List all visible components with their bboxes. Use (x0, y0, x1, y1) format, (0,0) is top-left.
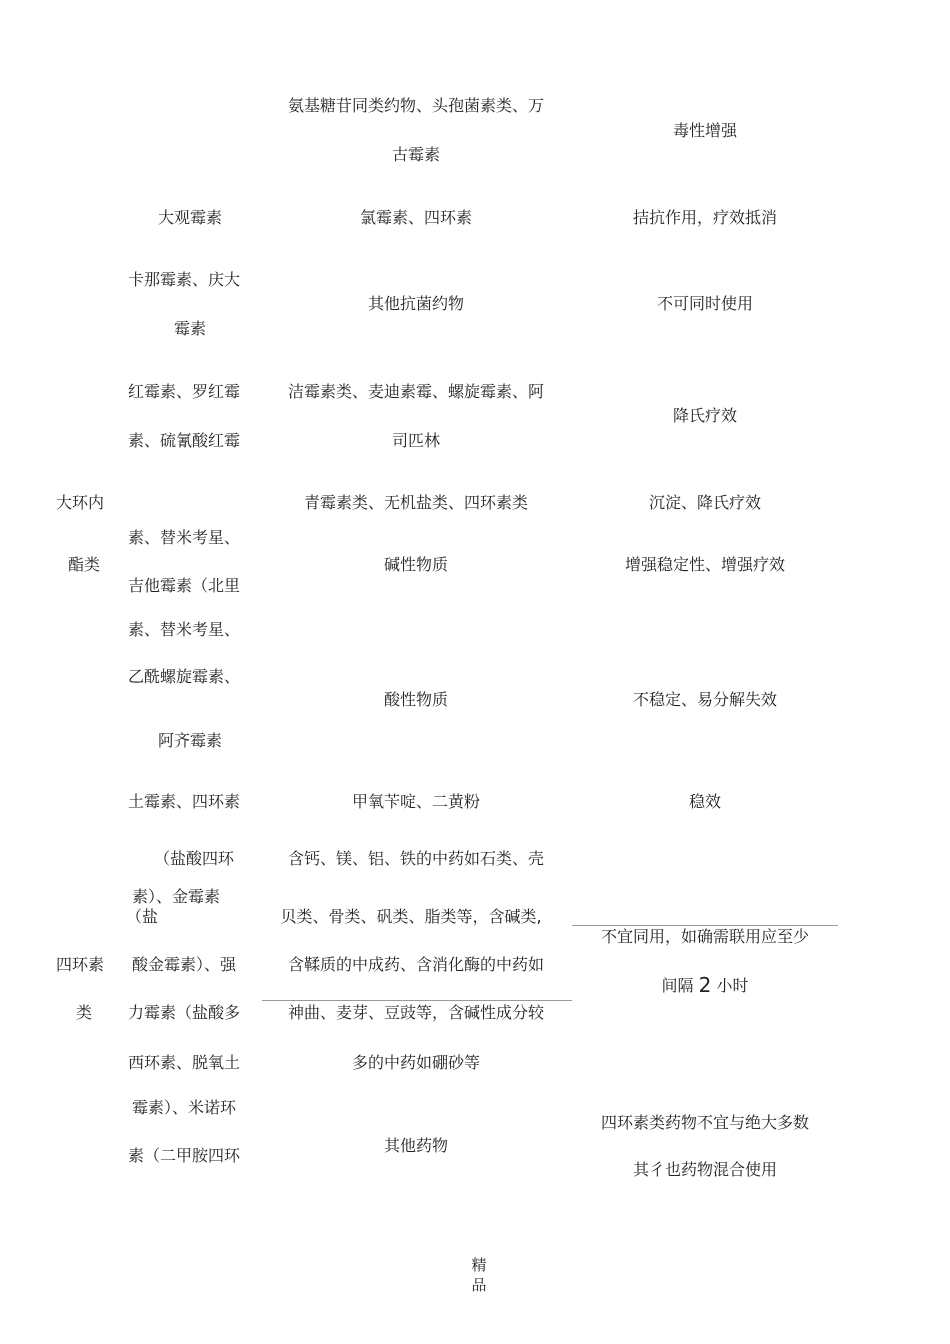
row3-col1-line1: 卡那霉素、庆大 (127, 270, 241, 289)
table-rule-middle (262, 1000, 572, 1001)
row6-col1-line5: 阿齐霉素 (157, 731, 223, 750)
table-rule-right (572, 925, 838, 926)
row7-col3: 不稳定、易分解失效 (632, 690, 778, 709)
row1-col2-line2: 古霉素 (391, 145, 441, 164)
category-macrolide-line2: 酯类 (67, 555, 101, 574)
row3-col3: 不可同时使用 (656, 294, 754, 313)
row1-col2-line1: 氨基糖苷同类约物、头孢菌素类、万 (287, 96, 545, 115)
row2-col1: 大观霉素 (157, 208, 223, 227)
row9-col1-line8: 素（二甲胺四环 (127, 1146, 241, 1165)
row2-col3: 拮抗作用，疗效抵消 (632, 208, 778, 227)
row5-col3: 沉淀、降氏疗效 (648, 493, 762, 512)
row4-col1-line2: 素、硫氰酸红霉 (127, 431, 241, 450)
category-tetracycline-line2: 类 (75, 1003, 93, 1022)
row6-col1-line1: 素、替米考星、 (127, 528, 241, 547)
row9-col3-text-b: 小时 (716, 976, 749, 995)
row3-col1-line2: 霉素 (173, 319, 207, 338)
row4-col2-line2: 司匹林 (391, 431, 441, 450)
row4-col2-line1: 洁霉素类、麦迪素霉、螺旋霉素、阿 (287, 382, 545, 401)
row10-col2: 其他药物 (383, 1136, 449, 1155)
row9-col1-line1: （盐酸四环 (153, 849, 235, 868)
row6-col2: 碱性物质 (383, 555, 449, 574)
row4-col1-line1: 红霉素、罗红霉 (127, 382, 241, 401)
row9-col1-line6: 西环素、脱氧土 (127, 1053, 241, 1072)
row10-col3-line2: 其彳也药物混合使用 (632, 1160, 778, 1179)
row2-col2: 氯霉素、四环素 (359, 208, 473, 227)
row8-col1: 土霉素、四环素 (127, 792, 241, 811)
row4-col3: 降氏疗效 (672, 406, 738, 425)
row9-col3-line1: 不宜同用，如确需联用应至少 (600, 927, 810, 946)
page-footer-label: 精品 (471, 1256, 487, 1294)
row5-col2: 青霉素类、无机盐类、四环素类 (303, 493, 529, 512)
row9-col1-line2: 素）、金霉素 (131, 887, 221, 906)
row10-col3-line1: 四环素类药物不宜与绝大多数 (600, 1113, 810, 1132)
row9-col1-line5: 力霉素（盐酸多 (127, 1003, 241, 1022)
row9-col2-line1: 含钙、镁、铝、铁的中药如石类、壳 (287, 849, 545, 868)
row9-col3-text-a: 间隔 (661, 976, 694, 995)
row9-col1-line7: 霉素）、米诺环 (131, 1098, 237, 1117)
row7-col2: 酸性物质 (383, 690, 449, 709)
row1-col3: 毒性增强 (672, 121, 738, 140)
row9-col2-line3: 含鞣质的中成药、含消化酶的中药如 (287, 955, 545, 974)
category-tetracycline-line1: 四环素 (55, 955, 105, 974)
row9-col3-line2 (662, 975, 749, 996)
category-macrolide-line1: 大环内 (55, 493, 105, 512)
row8-col2: 甲氧苄啶、二黄粉 (351, 792, 481, 811)
row9-col2-line2: 贝类、骨类、矾类、脂类等，含碱类, (280, 907, 542, 926)
row9-col2-line4: 神曲、麦芽、豆豉等，含碱性成分较 (287, 1003, 545, 1022)
row3-col2: 其他抗菌约物 (367, 294, 465, 313)
row6-col1-line3: 素、替米考星、 (127, 620, 241, 639)
row9-col3-number: 2 (698, 973, 712, 997)
row9-col2-line5: 多的中药如硼砂等 (351, 1053, 481, 1072)
row6-col3: 增强稳定性、增强疗效 (624, 555, 786, 574)
row9-col1-line3: （盐 (126, 907, 159, 926)
row8-col3: 稳效 (688, 792, 722, 811)
row6-col1-line2: 吉他霉素（北里 (127, 576, 241, 595)
row9-col1-line4: 酸金霉素）、强 (131, 955, 237, 974)
row6-col1-line4: 乙酰螺旋霉素、 (127, 667, 241, 686)
